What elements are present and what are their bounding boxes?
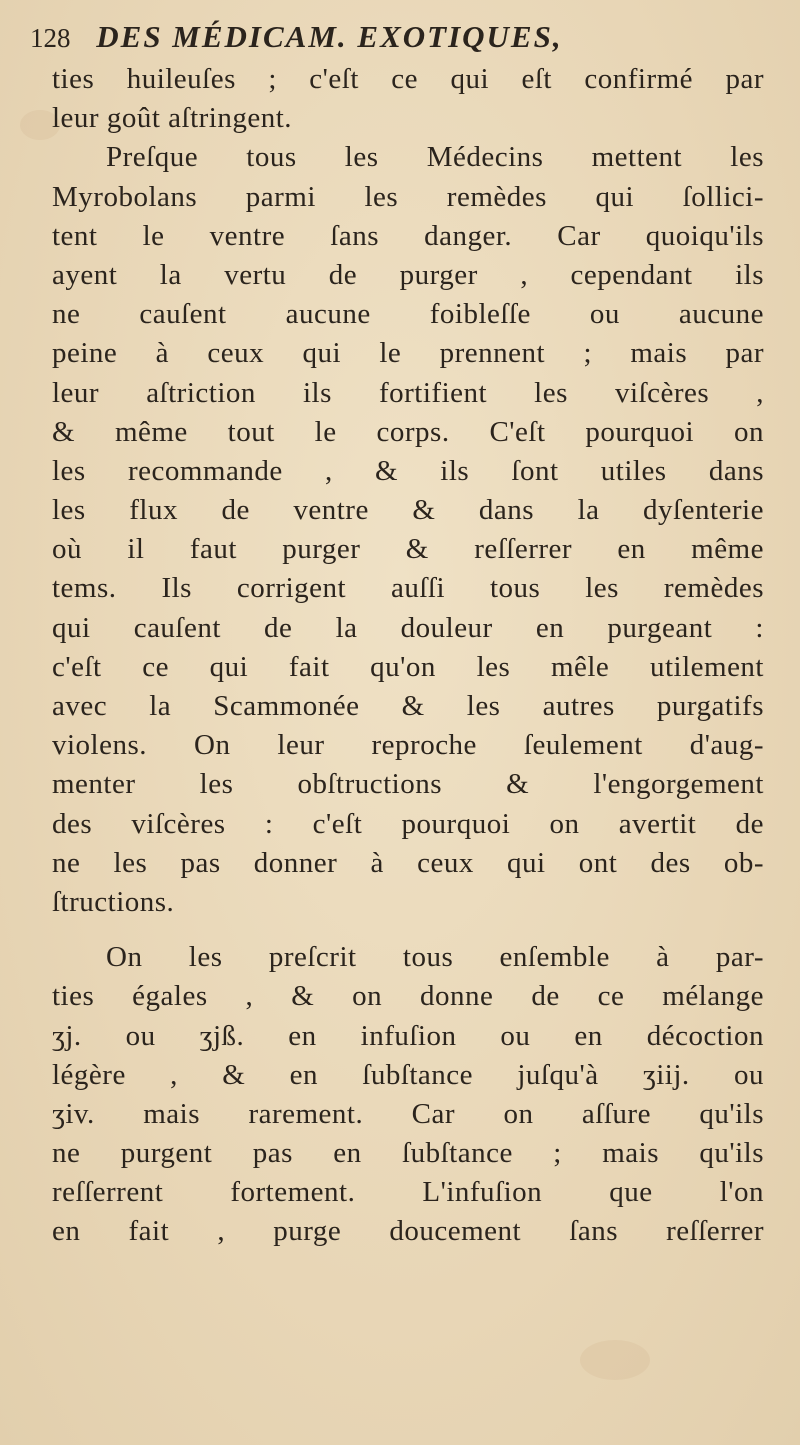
text-line: où il faut purger & reſſerrer en même: [52, 533, 764, 566]
text-line: légère , & en ſubſtance juſqu'à ʒiij. ou: [52, 1058, 764, 1091]
text-line: les flux de ventre & dans la dyſenterie: [52, 494, 764, 527]
paper-stain: [580, 1340, 650, 1380]
text-line: leur goût aſtringent.: [52, 102, 293, 135]
text-line: ties égales , & on donne de ce mélange: [52, 980, 764, 1013]
text-line: ſtructions.: [52, 885, 175, 918]
text-line: Preſque tous les Médecins mettent les: [106, 141, 764, 174]
text-line: ʒj. ou ʒjß. en infuſion ou en décoction: [52, 1019, 764, 1052]
text-line: ne les pas donner à ceux qui ont des ob-: [52, 846, 764, 879]
paragraph: [52, 60, 764, 138]
paragraph-gap: [52, 922, 764, 938]
body-text: [52, 60, 764, 1252]
text-line: ne cauſent aucune foibleſſe ou aucune: [52, 298, 764, 331]
text-line: c'eſt ce qui fait qu'on les mêle utilement: [52, 650, 764, 683]
text-line: On les preſcrit tous enſemble à par-: [106, 941, 764, 974]
paragraph: [52, 938, 764, 1252]
text-line: reſſerrent fortement. L'infuſion que l'on: [52, 1176, 764, 1209]
text-line: ties huileuſes ; c'eſt ce qui eſt confirmé par: [52, 63, 764, 95]
text-line: qui cauſent de la douleur en purgeant :: [52, 611, 764, 644]
text-line: tent le ventre ſans danger. Car quoiqu'ils: [52, 219, 764, 252]
text-line: leur aſtriction ils fortifient les viſcères ,: [52, 376, 764, 409]
text-line: avec la Scammonée & les autres purgatifs: [52, 690, 764, 722]
text-line: ʒiv. mais rarement. Car on aſſure qu'ils: [52, 1097, 764, 1130]
page-header: [30, 14, 780, 60]
text-line: menter les obſtructions & l'engorgement: [52, 768, 764, 801]
text-line: Myrobolans parmi les remèdes qui ſollici-: [52, 180, 764, 213]
text-line: tems. Ils corrigent auſſi tous les remèdes: [52, 572, 764, 605]
text-line: ayent la vertu de purger , cependant ils: [52, 258, 764, 291]
text-line: les recommande , & ils ſont utiles dans: [52, 454, 764, 487]
page-number: 128: [30, 23, 71, 53]
paragraph: [52, 138, 764, 922]
text-line: peine à ceux qui le prennent ; mais par: [52, 337, 764, 370]
running-title: DES MÉDICAM. EXOTIQUES,: [96, 19, 563, 54]
text-line: ne purgent pas en ſubſtance ; mais qu'ils: [52, 1137, 764, 1170]
text-line: & même tout le corps. C'eſt pourquoi on: [52, 415, 764, 448]
text-line: violens. On leur reproche ſeulement d'aug-: [52, 729, 764, 762]
text-line: en fait , purge doucement ſans reſſerrer: [52, 1215, 764, 1248]
text-line: des viſcères : c'eſt pourquoi on avertit de: [52, 807, 764, 840]
